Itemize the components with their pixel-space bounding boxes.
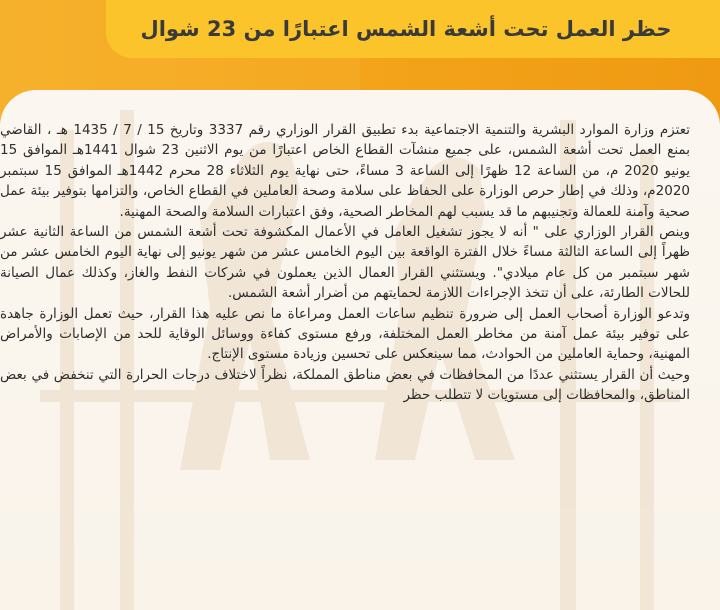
title-banner bbox=[106, 0, 720, 58]
page-title: حظر العمل تحت أشعة الشمس اعتبارًا من 23 شوال bbox=[140, 17, 672, 41]
paragraph-4: وحيث أن القرار يستثني عددًا من المحافظات في بعض مناطق المملكة، نظراً لاختلاف درجات الحرارة التي تنخفض في بعض المناطق، والمحافظات إلى مستويات لا تتطلب حظر bbox=[0, 366, 690, 404]
article-body bbox=[0, 120, 690, 406]
paragraph-1: تعتزم وزارة الموارد البشرية والتنمية الاجتماعية بدء تطبيق القرار الوزاري رقم 3337 وتاريخ 15 / 7 / 1435 هـ ، القاضي بمنع العمل تحت أشعة الشمس، على جميع منشآت القطاع الخاص اعتبارًا من يوم الاثنين 23 شوال 1441هـ الموافق 15 يونيو 2020 م، من الساعة 12 ظهرًا إلى الساعة 3 مساءً، حتى نهاية يوم الثلاثاء 28 محرم 1442هـ الموافق 15 سبتمبر 2020م، وذلك في إطار حرص الوزارة على الحفاظ على سلامة وصحة العاملين في القطاع الخاص، والتزامها بتوفير بيئة عمل صحية وآمنة للعمالة وتجنيبهم ما قد يسبب لهم المخاطر الصحية، وفق اعتبارات السلامة والصحة المهنية. bbox=[0, 122, 691, 220]
paragraph-2: وينص القرار الوزاري على " أنه لا يجوز تشغيل العامل في الأعمال المكشوفة تحت أشعة الشمس من الساعة الثانية عشر ظهراً إلى الساعة الثالثة مساءً خلال الفترة الواقعة بين اليوم الخامس عشر من شهر يونيو إلى نهاية اليوم الخامس عشر من شهر سبتمبر من كل عام ميلادي". ويستثني القرار العمال الذين يعملون في شركات النفط والغاز، وكذلك عمال الصيانة للحالات الطارئة، على أن تتخذ الإجراءات اللازمة لحمايتهم من أضرار أشعة الشمس. bbox=[0, 224, 690, 302]
paragraph-3: وتدعو الوزارة أصحاب العمل إلى ضرورة تنظيم ساعات العمل ومراعاة ما نص عليه هذا القرار، حيث تعمل الوزارة جاهدة على توفير بيئة عمل آمنة من مخاطر العمل المختلفة، ورفع مستوى كفاءة ووسائل الوقاية للحد من الإصابات والأمراض المهنية، وحماية العاملين من الحوادث، مما سينعكس على تحسين وزيادة مستوى الإنتاج. bbox=[0, 305, 690, 363]
article-card bbox=[0, 90, 720, 610]
